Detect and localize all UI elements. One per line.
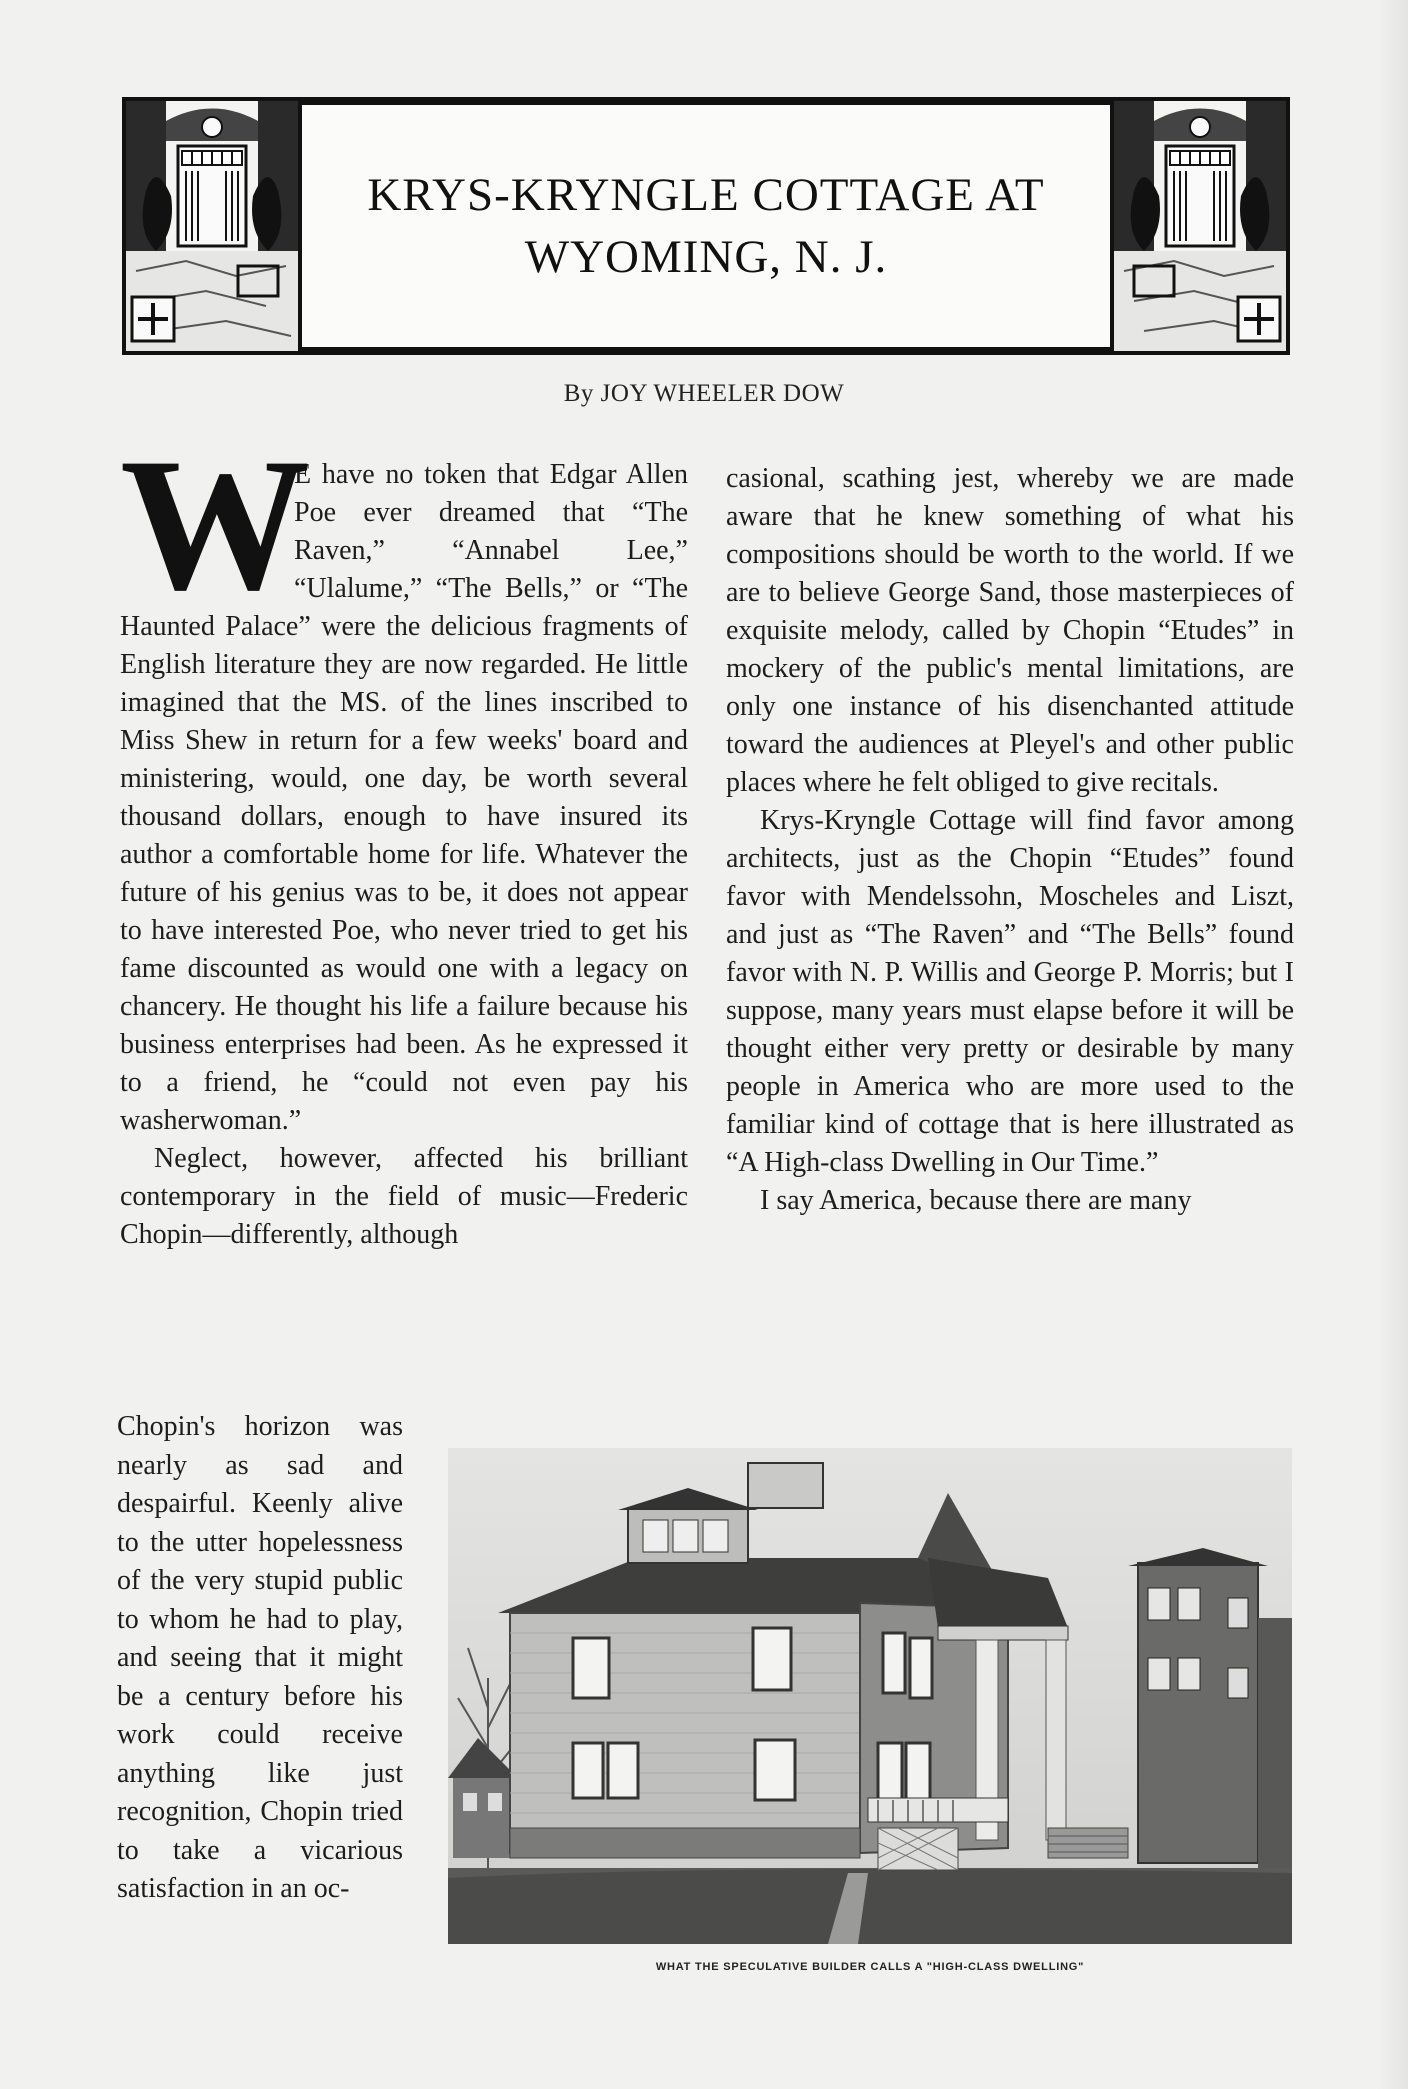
paragraph: Chopin's horizon was nearly as sad and despairful. Keenly alive to the utter hopelessness of the very stupid public to whom he had to play, and seeing that it might be a century before his work could receive anything like just recognition, Chopin tried to take a vicarious satisfaction in an oc-	[117, 1411, 403, 1904]
drop-cap-container	[120, 420, 310, 630]
title-banner	[122, 97, 1290, 355]
byline: By JOY WHEELER DOW	[563, 380, 845, 407]
drop-cap: W	[120, 420, 310, 630]
title-line-1: KRYS-KRYNGLE COTTAGE AT	[367, 169, 1045, 221]
photo-caption: WHAT THE SPECULATIVE BUILDER CALLS A "HIGH-CLASS DWELLING"	[655, 1961, 1085, 1973]
article-title	[367, 164, 1044, 288]
text-column-right	[726, 460, 1294, 1220]
title-line-2: WYOMING, N. J.	[524, 231, 888, 283]
paragraph: Neglect, however, affected his brilliant contemporary in the field of music—Frederic Chopin—differently, although	[120, 1143, 688, 1250]
doorway-illustration-left	[126, 101, 298, 351]
text-column-left	[120, 420, 688, 1254]
paragraph: I say America, because there are many	[760, 1185, 1192, 1216]
text-column-narrow	[117, 1408, 403, 1909]
house-photo	[448, 1448, 1292, 1944]
paragraph: E have no token that Edgar Allen Poe ever dreamed that “The Raven,” “Annabel Lee,” “Ulalume,” “The Bells,” or “The Haunted Palace” were the delicious fragments of English literature they are now regarded. He little imagined that the MS. of the lines inscribed to Miss Shew in return for a few weeks' board and ministering, would, one day, be worth several thousand dollars, enough to have insured its author a comfortable home for life. Whatever the future of his genius was to be, it does not appear to have interested Poe, who never tried to get his fame discounted as would one with a legacy on chancery. He thought his life a failure because his business enterprises had been. As he expressed it to a friend, he “could not even pay his washerwoman.”	[120, 459, 688, 1136]
doorway-illustration-right	[1114, 101, 1286, 351]
title-box	[302, 105, 1110, 347]
page-edge-shadow	[1378, 0, 1408, 2089]
paragraph: casional, scathing jest, whereby we are made aware that he knew something of what his compositions should be worth to the world. If we are to believe George Sand, those masterpieces of exquisite melody, called by Chopin “Etudes” in mockery of the public's mental limitations, are only one instance of his disenchanted attitude toward the audiences at Pleyel's and other public places where he felt obliged to give recitals.	[726, 463, 1294, 798]
paragraph: Krys-Kryngle Cottage will find favor among architects, just as the Chopin “Etudes” found favor with Mendelssohn, Moscheles and Liszt, and just as “The Raven” and “The Bells” found favor with N. P. Willis and George P. Morris; but I suppose, many years must elapse before it will be thought either very pretty or desirable by many people in America who are more used to the familiar kind of cottage that is here illustrated as “A High-class Dwelling in Our Time.”	[726, 805, 1294, 1178]
